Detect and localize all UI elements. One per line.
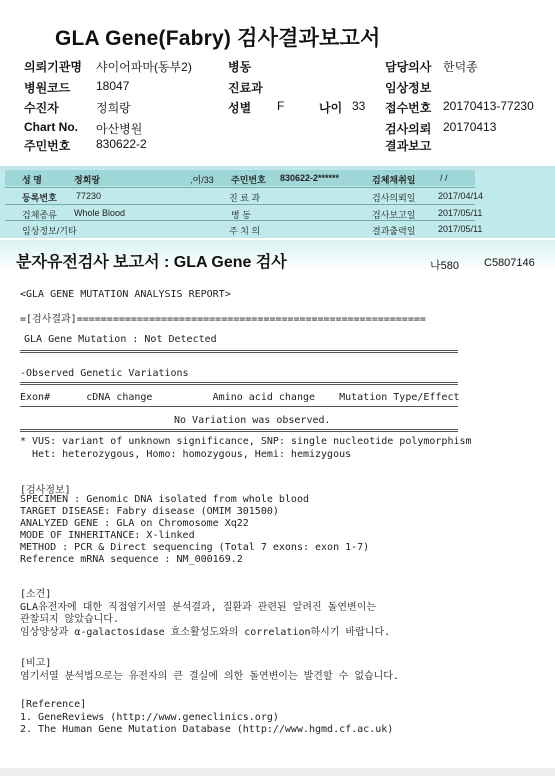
doctor-value: 한덕종 [443,60,478,74]
band-reqd-label: 검사의뢰일 [372,193,416,203]
opinion-2: 관찰되지 않았습니다. [20,614,119,625]
reqdate-value: 20170413 [443,120,497,134]
band-age-value: ,여/33 [190,175,214,185]
divider [20,406,458,407]
divider [20,350,458,353]
footnote-2: Het: heterozygous, Homo: homozygous, Hemi: hemizygous [20,449,352,460]
test-info-3: ANALYZED GENE : GLA on Chromosome Xq22 [20,518,249,529]
band-outd-value: 2017/05/11 [438,224,483,234]
inst-value: 샤이어파마(동부2) [96,60,192,74]
band-spec-label: 검체종류 [22,210,57,220]
inst-label: 의뢰기관명 [24,60,82,74]
variation-table-header: Exon# cDNA change Amino acid change Mutation Type/Effect [20,392,460,403]
accno-label: 접수번호 [385,101,432,115]
reference-2: 2. The Human Gene Mutation Database (http://www.hgmd.cf.ac.uk) [20,724,394,735]
report-code-1: 나580 [430,260,459,272]
band-ward-label: 병 동 [231,210,251,220]
divider [20,382,458,385]
doctor-label: 담당의사 [385,60,432,74]
band-collect-value: / / [440,173,448,183]
accno-value: 20170413-77230 [443,99,534,113]
report-line-1: <GLA GENE MUTATION ANALYSIS REPORT> [20,289,231,300]
band-spec-value: Whole Blood [74,208,126,218]
reqdate-label: 검사의뢰 [385,122,432,136]
band-name-label: 성 명 [22,175,42,185]
report-title: GLA Gene(Fabry) 검사결과보고서 [55,27,381,50]
rrn-label: 주민번호 [24,139,71,153]
remark-heading: [비고] [20,658,52,669]
report-heading: 분자유전검사 보고서 : GLA Gene 검사 [16,254,287,271]
report-line-2: =[검사결과]========================================================== [20,314,426,325]
footnote-1: * VUS: variant of unknown significance, SNP: single nucleotide polymorphism [20,436,472,447]
band-rrn-label: 주민번호 [231,175,266,185]
band-rrn-value: 830622-2****** [280,173,340,183]
age-value: 33 [352,99,366,113]
band-doc-label: 주 치 의 [229,226,261,236]
band-collect-label: 검체채취일 [372,175,416,185]
hosp-code-value: 18047 [96,79,130,93]
clinical-label: 임상정보 [385,81,432,95]
band-reg-label: 등록번호 [22,193,57,203]
report-label: 결과보고 [385,139,432,153]
page-footer [0,768,555,776]
reference-1: 1. GeneReviews (http://www.geneclinics.org) [20,712,279,723]
remark-1: 염기서열 분석법으로는 유전자의 큰 결실에 의한 돌연변이는 발견할 수 없습니다. [20,671,399,682]
report-code-2: C5807146 [484,257,535,269]
chart-value: 아산병원 [96,122,143,136]
variation-result: No Variation was observed. [174,415,331,426]
sex-label: 성별 [228,101,252,115]
ward-label: 병동 [228,60,252,74]
opinion-heading: [소견] [20,589,52,600]
age-label: 나이 [319,101,343,115]
reference-heading: [Reference] [20,699,87,710]
mutation-result: GLA Gene Mutation : Not Detected [24,334,217,345]
recv-value: 정희랑 [96,101,131,115]
opinion-3: 임상양상과 α-galactosidase 효소활성도와의 correlation하시기 바랍니다. [20,627,391,638]
test-info-2: TARGET DISEASE: Fabry disease (OMIM 301500) [20,506,279,517]
recv-label: 수진자 [24,101,59,115]
report-line-4: -Observed Genetic Variations [20,368,189,379]
dept-label: 진료과 [228,81,263,95]
band-dept-label: 진 료 과 [229,193,261,203]
test-info-6: Reference mRNA sequence : NM_000169.2 [20,554,243,565]
sex-value: F [277,99,285,113]
test-info-1: SPECIMEN : Genomic DNA isolated from whole blood [20,494,309,505]
band-name-value: 정희랑 [74,175,101,185]
test-info-5: METHOD : PCR & Direct sequencing (Total 7 exons: exon 1-7) [20,542,370,553]
band-repd-value: 2017/05/11 [438,208,483,218]
opinion-1: GLA유전자에 대한 직접염기서열 분석결과, 질환과 관련된 알려진 돌연변이는 [20,602,377,613]
test-info-4: MODE OF INHERITANCE: X-linked [20,530,195,541]
hosp-code-label: 병원코드 [24,81,71,95]
band-clin-label: 임상정보/기타 [22,226,77,236]
band-reg-value: 77230 [76,191,102,201]
divider [20,429,458,432]
test-info-heading: [검사정보] [20,485,71,496]
band-outd-label: 결과출력일 [372,226,416,236]
rrn-value: 830622-2 [96,137,147,151]
chart-label: Chart No. [24,120,78,134]
band-repd-label: 검사보고일 [372,210,416,220]
band-reqd-value: 2017/04/14 [438,191,484,201]
